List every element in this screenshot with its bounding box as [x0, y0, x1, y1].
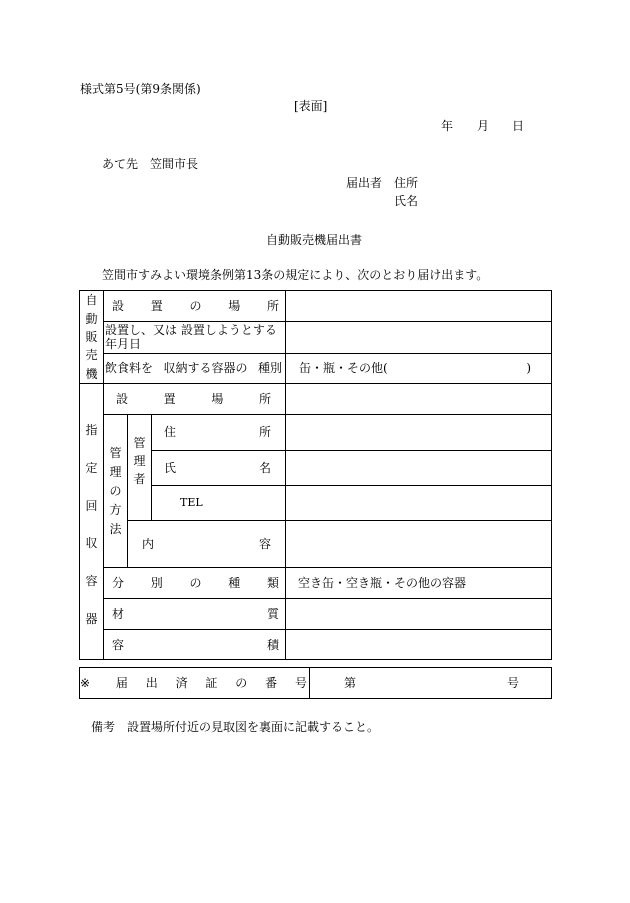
- section1-header-char: 販: [85, 329, 98, 344]
- label-char: 別: [150, 576, 163, 590]
- applicant-name-label: 氏名: [394, 194, 419, 208]
- manager-tel-field[interactable]: [286, 486, 552, 521]
- label-char: 所: [259, 425, 272, 440]
- certificate-prefix: 第: [344, 676, 357, 690]
- vending-location-label: [104, 291, 286, 322]
- section2-header-char: 容: [85, 573, 98, 588]
- label-char: 質: [267, 607, 280, 621]
- manager-address-field[interactable]: [286, 415, 552, 451]
- manager-name-label: [152, 450, 286, 486]
- label-char: 場: [211, 392, 224, 406]
- material-field[interactable]: [286, 599, 552, 630]
- label-char: 氏: [164, 461, 177, 476]
- container-type-label: [104, 353, 286, 383]
- label-char: 理: [109, 464, 122, 479]
- label-char: 種: [228, 576, 241, 590]
- label-char: 場: [228, 299, 241, 314]
- label-char: 届: [115, 676, 128, 690]
- label-char: の: [109, 483, 122, 498]
- material-label: [104, 599, 286, 630]
- container-location-label: [104, 384, 286, 415]
- volume-field[interactable]: [286, 630, 552, 660]
- date-year: 年: [441, 119, 454, 133]
- label-part: 飲食料を: [105, 361, 154, 376]
- container-type-options: 缶・瓶・その他(: [299, 361, 388, 376]
- certificate-mark: ※: [80, 676, 91, 690]
- label-char: 容: [259, 537, 272, 551]
- section2-header-char: 定: [85, 460, 98, 475]
- label-char: 内: [142, 537, 155, 551]
- applicant-label: 届出者: [346, 176, 383, 190]
- tel-text: TEL: [180, 496, 203, 510]
- label-char: 済: [175, 676, 188, 690]
- label-char: 名: [259, 461, 272, 476]
- certificate-suffix: 号: [506, 676, 519, 690]
- document-title: 自動販売機届出書: [266, 233, 363, 247]
- label-char: 置: [150, 299, 163, 314]
- management-method-label: [104, 415, 128, 568]
- label-char: 者: [133, 471, 146, 486]
- form-number: 様式第5号(第9条関係): [80, 82, 201, 96]
- label-char: 方: [109, 502, 122, 517]
- installation-date-label: [104, 322, 286, 353]
- label-char: 管: [109, 445, 122, 460]
- section1-header-char: 機: [85, 366, 98, 381]
- label-char: 設: [116, 392, 129, 406]
- container-location-field[interactable]: [286, 384, 552, 415]
- side-label: [表面]: [294, 99, 328, 113]
- management-content-field[interactable]: [286, 521, 552, 568]
- applicant-address-label: 住所: [394, 176, 419, 190]
- section1-header: [80, 291, 104, 384]
- section1-header-char: 自: [85, 293, 98, 308]
- label-char: 住: [164, 425, 177, 440]
- label-char: 理: [133, 453, 146, 468]
- label-char: 容: [112, 637, 125, 652]
- date-day: 日: [512, 119, 525, 133]
- label-char: の: [189, 299, 202, 314]
- label-char: 番: [265, 676, 278, 690]
- certificate-label: [80, 668, 310, 699]
- label-char: の: [189, 576, 202, 590]
- management-content-label: [128, 521, 286, 568]
- section2-header: [80, 384, 104, 660]
- label-char: 証: [205, 676, 218, 690]
- manager-tel-label: [152, 486, 286, 521]
- section2-header-char: 器: [85, 611, 98, 626]
- label-char: 設: [112, 299, 125, 314]
- manager-label: [128, 415, 152, 521]
- container-type-field[interactable]: [286, 353, 552, 383]
- addressee: あて先 笠間市長: [102, 157, 199, 171]
- sorting-type-field[interactable]: [286, 568, 552, 599]
- label-char: 号: [294, 676, 307, 690]
- label-char: 類: [267, 576, 280, 590]
- note: 備考 設置場所付近の見取図を裏面に記載すること。: [91, 720, 380, 734]
- main-form-table: [79, 290, 552, 660]
- section1-header-char: 動: [85, 311, 98, 326]
- sorting-type-value: 空き缶・空き瓶・その他の容器: [298, 576, 467, 590]
- label-part: 収納する容器の: [163, 361, 248, 376]
- intro-text: 笠間市すみよい環境条例第13条の規定により、次のとおり届け出ます。: [102, 268, 489, 282]
- certificate-number-field[interactable]: [310, 668, 552, 699]
- section2-header-char: 収: [85, 536, 98, 551]
- label-char: の: [235, 676, 248, 690]
- label-char: 材: [112, 607, 125, 621]
- label-char: 所: [267, 299, 280, 314]
- label-char: 置: [163, 392, 176, 406]
- vending-location-field[interactable]: [286, 291, 552, 322]
- installation-date-field[interactable]: [286, 322, 552, 353]
- label-char: 所: [259, 392, 272, 406]
- label-char: 出: [145, 676, 158, 690]
- label-char: 管: [133, 435, 146, 450]
- sorting-type-label: [104, 568, 286, 599]
- section2-header-char: 指: [85, 423, 98, 438]
- label-char: 分: [112, 576, 125, 590]
- label-char: 積: [267, 637, 280, 652]
- manager-address-label: [152, 415, 286, 451]
- section1-header-char: 売: [85, 348, 98, 363]
- certificate-table: [79, 667, 552, 699]
- section2-header-char: 回: [85, 498, 98, 513]
- label-char: 法: [109, 521, 122, 536]
- container-type-close-paren: ): [526, 361, 532, 376]
- installation-date-text: 設置し、又は 設置しようとする年月日: [105, 323, 277, 352]
- date-month: 月: [477, 119, 490, 133]
- label-part: 種別: [258, 361, 283, 376]
- manager-name-field[interactable]: [286, 450, 552, 486]
- volume-label: [104, 630, 286, 660]
